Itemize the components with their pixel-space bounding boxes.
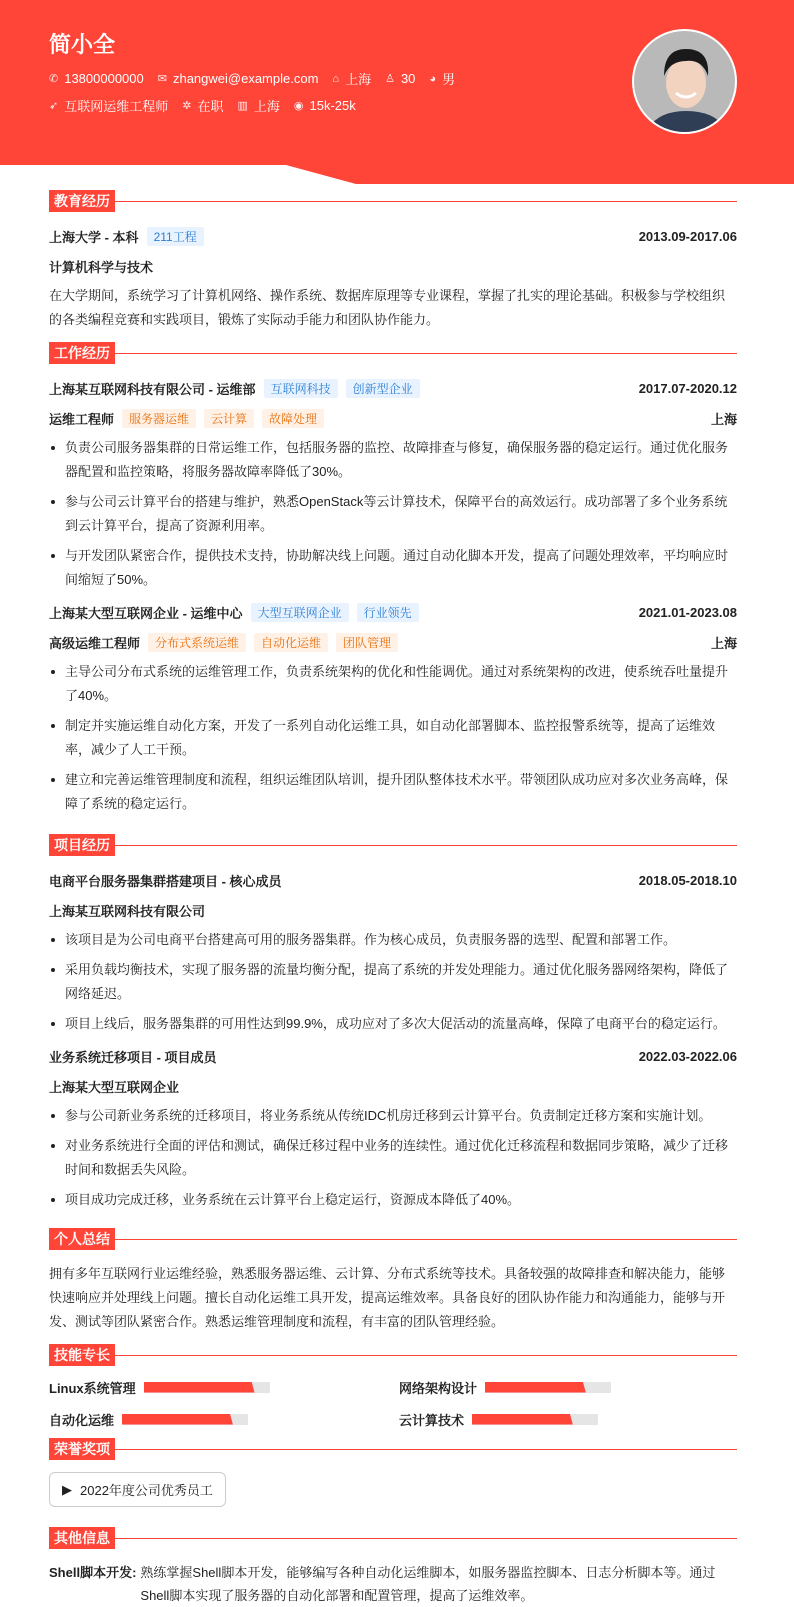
project-name: 电商平台服务器集群搭建项目 - 核心成员 bbox=[49, 873, 282, 889]
bullet: 参与公司新业务系统的迁移项目，将业务系统从传统IDC机房迁移到云计算平台。负责制定迁移方案和实施计划。 bbox=[49, 1104, 737, 1128]
skill-bar bbox=[472, 1414, 598, 1425]
skill-bar bbox=[485, 1382, 611, 1393]
job-row bbox=[49, 96, 356, 115]
section-skills bbox=[49, 1344, 737, 1366]
age: 30 bbox=[400, 71, 416, 86]
skill-bar-fill bbox=[472, 1414, 573, 1425]
bullet: 该项目是为公司电商平台搭建高可用的服务器集群。作为核心成员，负责服务器的选型、配置和部署工作。 bbox=[49, 928, 737, 952]
company-tag: 互联网科技 bbox=[264, 379, 338, 398]
project-company: 上海某互联网科技有限公司 bbox=[49, 903, 206, 919]
skill-bar bbox=[122, 1414, 248, 1425]
skill-name: 网络架构设计 bbox=[399, 1380, 478, 1396]
school: 上海大学 - 本科 bbox=[49, 229, 139, 245]
salary: 15k-25k bbox=[309, 98, 356, 113]
skill-bar bbox=[144, 1382, 270, 1393]
bullet: 项目成功完成迁移，业务系统在云计算平台上稳定运行，资源成本降低了40%。 bbox=[49, 1188, 737, 1212]
section-title: 个人总结 bbox=[49, 1228, 115, 1250]
company: 上海某大型互联网企业 - 运维中心 bbox=[49, 605, 243, 621]
work-city: 上海 bbox=[710, 411, 737, 427]
section-summary bbox=[49, 1228, 737, 1250]
skill-item bbox=[49, 1410, 399, 1428]
work-city: 上海 bbox=[253, 99, 280, 114]
send-icon: ➶ bbox=[49, 100, 59, 112]
major: 计算机科学与技术 bbox=[49, 259, 154, 275]
job-status: 在职 bbox=[197, 99, 224, 114]
bullet: 建立和完善运维管理制度和流程，组织运维团队培训，提升团队整体技术水平。带领团队成功应对多次业务高峰，保障了系统的稳定运行。 bbox=[49, 768, 737, 816]
section-education bbox=[49, 190, 737, 212]
phone-icon: ✆ bbox=[49, 73, 59, 85]
date: 2013.09-2017.06 bbox=[638, 228, 737, 244]
company-tag: 行业领先 bbox=[357, 603, 419, 622]
work-role-row bbox=[49, 406, 737, 430]
bullet: 负责公司服务器集群的日常运维工作，包括服务器的监控、故障排查与修复，确保服务器的稳定运行。通过优化服务器配置和监控策略，将服务器故障率降低了30%。 bbox=[49, 436, 737, 484]
email: zhangwei@example.com bbox=[172, 71, 319, 86]
role: 运维工程师 bbox=[49, 411, 115, 427]
cake-icon: ♙ bbox=[385, 73, 395, 85]
gear-icon: ✲ bbox=[182, 100, 192, 112]
date: 2022.03-2022.06 bbox=[638, 1048, 737, 1064]
skill-name: 自动化运维 bbox=[49, 1412, 115, 1428]
gender: 男 bbox=[442, 72, 456, 87]
skill-tag: 自动化运维 bbox=[254, 633, 328, 652]
section-other bbox=[49, 1527, 737, 1549]
date: 2017.07-2020.12 bbox=[638, 380, 737, 396]
bullet: 与开发团队紧密合作，提供技术支持，协助解决线上问题。通过自动化脚本开发，提高了问题处理效率，平均响应时间缩短了50%。 bbox=[49, 544, 737, 592]
company-tag: 大型互联网企业 bbox=[251, 603, 349, 622]
work-role-row bbox=[49, 630, 737, 654]
avatar bbox=[632, 29, 737, 134]
skill-tag: 故障处理 bbox=[262, 409, 324, 428]
section-title: 项目经历 bbox=[49, 834, 115, 856]
skill-item bbox=[399, 1410, 737, 1428]
education-row bbox=[49, 224, 737, 248]
work-company-row bbox=[49, 376, 737, 400]
skill-item bbox=[399, 1378, 737, 1396]
date: 2021.01-2023.08 bbox=[638, 604, 737, 620]
city: 上海 bbox=[345, 72, 372, 87]
section-awards bbox=[49, 1438, 737, 1460]
candidate-name: 简小全 bbox=[49, 32, 116, 57]
section-projects bbox=[49, 834, 737, 856]
skill-item bbox=[49, 1378, 399, 1396]
job-title: 互联网运维工程师 bbox=[64, 99, 169, 114]
skill-name: 云计算技术 bbox=[399, 1412, 465, 1428]
education-desc: 在大学期间，系统学习了计算机网络、操作系统、数据库原理等专业课程，掌握了扎实的理论基础。积极参与学校组织的各类编程竞赛和实践项目，锻炼了实际动手能力和团队协作能力。 bbox=[49, 288, 726, 327]
section-work bbox=[49, 342, 737, 364]
bullet: 制定并实施运维自动化方案，开发了一系列自动化运维工具，如自动化部署脚本、监控报警系统等，提高了运维效率，减少了人工干预。 bbox=[49, 714, 737, 762]
section-title: 荣誉奖项 bbox=[49, 1438, 115, 1460]
building-icon: ▥ bbox=[237, 100, 248, 112]
contact-row bbox=[49, 69, 455, 88]
work-city: 上海 bbox=[710, 635, 737, 651]
caret-right-icon: ▶ bbox=[62, 1481, 72, 1497]
skill-tag: 分布式系统运维 bbox=[148, 633, 246, 652]
other-item bbox=[49, 1561, 737, 1607]
home-icon: ⌂ bbox=[332, 72, 340, 85]
project-company: 上海某大型互联网企业 bbox=[49, 1079, 180, 1095]
skill-tag: 云计算 bbox=[204, 409, 254, 428]
project-row bbox=[49, 868, 737, 892]
summary-text: 拥有多年互联网行业运维经验，熟悉服务器运维、云计算、分布式系统等技术。具备较强的故障排查和解决能力，能够快速响应并处理线上问题。擅长自动化运维工具开发，提高运维效率。具备良好的团队协作能力和沟通能力，能够与开发、测试等团队紧密合作。熟悉运维管理制度和流程，有丰富的团队管理经验。 bbox=[49, 1266, 726, 1329]
work-company-row bbox=[49, 600, 737, 624]
section-title: 其他信息 bbox=[49, 1527, 115, 1549]
phone: 13800000000 bbox=[64, 71, 144, 86]
other-label: Shell脚本开发: bbox=[49, 1565, 137, 1580]
section-title: 技能专长 bbox=[49, 1344, 115, 1366]
award-label: 2022年度公司优秀员工 bbox=[80, 1483, 213, 1498]
skill-tag: 团队管理 bbox=[336, 633, 398, 652]
skill-name: Linux系统管理 bbox=[49, 1380, 136, 1396]
project-name: 业务系统迁移项目 - 项目成员 bbox=[49, 1049, 217, 1065]
tag: 211工程 bbox=[147, 227, 204, 246]
bullet: 采用负载均衡技术，实现了服务器的流量均衡分配，提高了系统的并发处理能力。通过优化服务器网络架构，降低了网络延迟。 bbox=[49, 958, 737, 1006]
company-tag: 创新型企业 bbox=[346, 379, 420, 398]
mail-icon: ✉ bbox=[157, 73, 167, 85]
award-item[interactable] bbox=[49, 1472, 226, 1507]
company: 上海某互联网科技有限公司 - 运维部 bbox=[49, 381, 256, 397]
skill-bar-fill bbox=[122, 1414, 233, 1425]
bullet: 主导公司分布式系统的运维管理工作，负责系统架构的优化和性能调优。通过对系统架构的改进，使系统吞吐量提升了40%。 bbox=[49, 660, 737, 708]
section-title: 教育经历 bbox=[49, 190, 115, 212]
bullet: 参与公司云计算平台的搭建与维护，熟悉OpenStack等云计算技术，保障平台的高效运行。成功部署了多个业务系统到云计算平台，提高了资源利用率。 bbox=[49, 490, 737, 538]
bullet: 对业务系统进行全面的评估和测试，确保迁移过程中业务的连续性。通过优化迁移流程和数据同步策略，减少了迁移时间和数据丢失风险。 bbox=[49, 1134, 737, 1182]
gender-icon: ◕ bbox=[429, 72, 437, 85]
section-title: 工作经历 bbox=[49, 342, 115, 364]
skill-tag: 服务器运维 bbox=[122, 409, 196, 428]
money-icon: ◉ bbox=[293, 100, 304, 112]
project-row bbox=[49, 1044, 737, 1068]
skill-bar-fill bbox=[144, 1382, 255, 1393]
bullet: 项目上线后，服务器集群的可用性达到99.9%，成功应对了多次大促活动的流量高峰，保障了电商平台的稳定运行。 bbox=[49, 1012, 737, 1036]
skill-bar-fill bbox=[485, 1382, 586, 1393]
other-text: 熟练掌握Shell脚本开发，能够编写各种自动化运维脚本，如服务器监控脚本、日志分析脚本等。通过Shell脚本实现了服务器的自动化部署和配置管理，提高了运维效率。 bbox=[140, 1565, 716, 1603]
role: 高级运维工程师 bbox=[49, 635, 141, 651]
date: 2018.05-2018.10 bbox=[638, 872, 737, 888]
